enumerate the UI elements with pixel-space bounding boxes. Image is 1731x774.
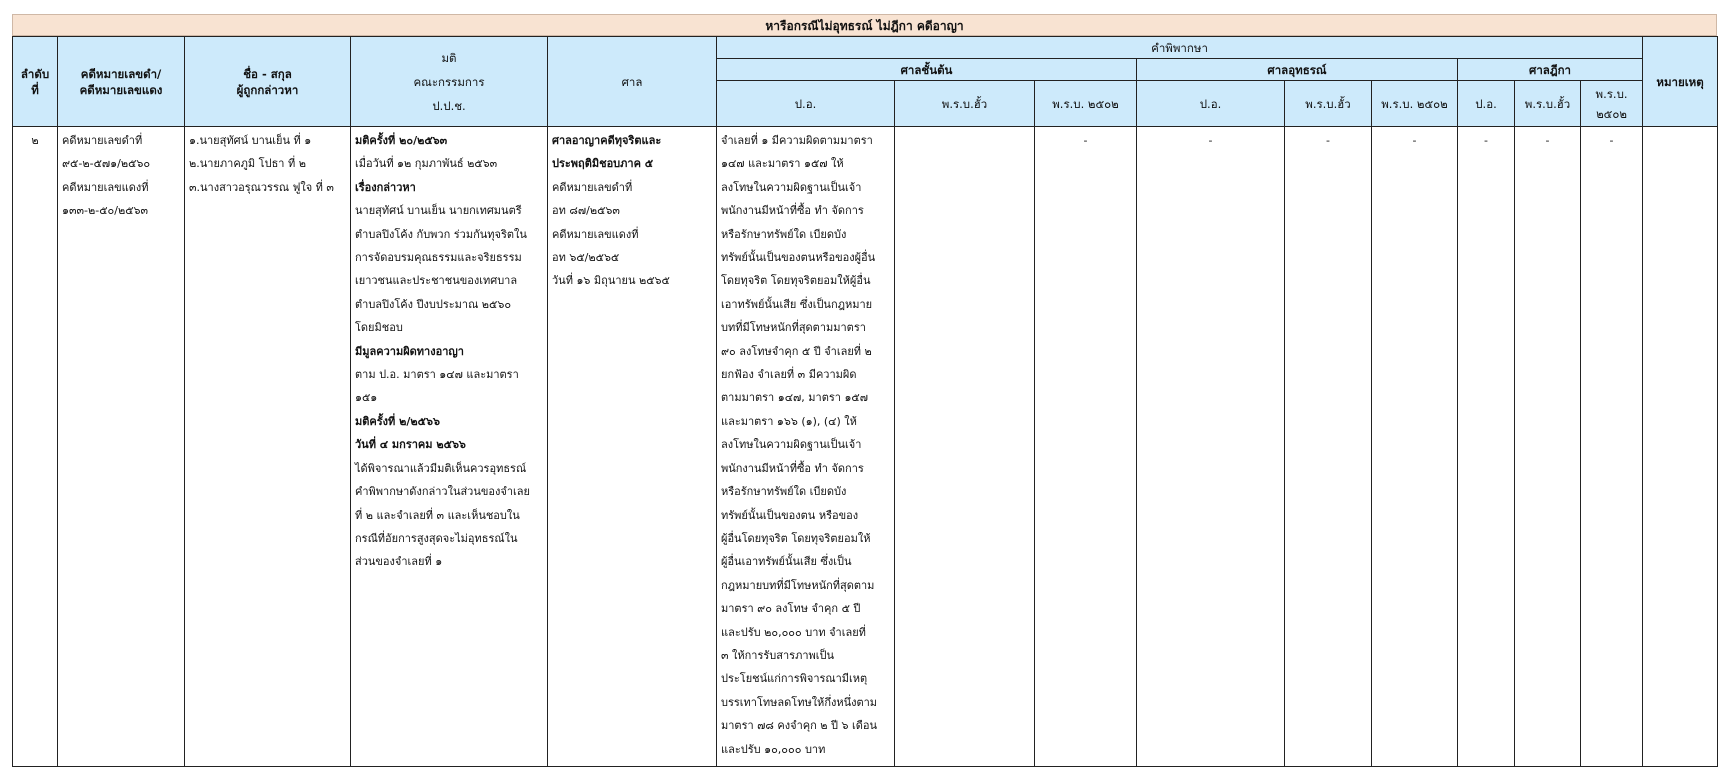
judgment-line: เอาทรัพย์นั้นเสีย ซึ่งเป็นกฎหมาย xyxy=(721,297,873,311)
name-line: ๓.นางสาวอรุณวรรณ ฟูใจ ที่ ๓ xyxy=(189,180,334,194)
judgment-line: จำเลยที่ ๑ มีความผิดตามมาตรา xyxy=(721,134,873,147)
judgment-line: ยกฟ้อง จำเลยที่ ๓ มีความผิด xyxy=(721,368,857,382)
cell-remark xyxy=(1643,127,1718,767)
resolution-line: เรื่องกล่าวหา xyxy=(355,180,416,194)
resolution-line: ได้พิจารณาแล้วมีมติเห็นควรอุทธรณ์ xyxy=(355,461,527,475)
judgment-line: บรรเทาโทษลดโทษให้กึ่งหนึ่งตาม xyxy=(721,695,878,709)
judgment-line: ๓ ให้การรับสารภาพเป็น xyxy=(721,648,835,662)
header-case-number: คดีหมายเลขดำ/ คดีหมายเลขแดง xyxy=(58,37,185,127)
case-table xyxy=(12,36,1718,767)
judgment-line: หรือรักษาทรัพย์ใด เบียดบัง xyxy=(721,227,847,241)
resolution-line: โดยมิชอบ xyxy=(355,321,403,335)
court-line: อท ๘๗/๒๕๖๓ xyxy=(552,204,620,218)
header-resolution: มติ คณะกรรมการ ป.ป.ช. xyxy=(351,37,548,127)
cell-court xyxy=(548,127,717,767)
header-first-prb2502: พ.ร.บ. ๒๕๐๒ xyxy=(1035,81,1137,127)
court-line: วันที่ ๑๖ มิถุนายน ๒๕๖๕ xyxy=(552,274,670,288)
name-line: ๑.นายสุทัศน์ บานเย็น ที่ ๑ xyxy=(189,134,312,147)
resolution-line: คำพิพากษาดังกล่าวในส่วนของจำเลย xyxy=(355,485,530,499)
header-accused-name: ชื่อ - สกุล ผู้ถูกกล่าวหา xyxy=(185,37,351,127)
header-supreme-prb2502: พ.ร.บ. ๒๕๐๒ xyxy=(1581,81,1643,127)
judgment-line: มาตรา ๗๘ คงจำคุก ๒ ปี ๖ เดือน xyxy=(721,719,878,733)
resolution-line: มติครั้งที่ ๒/๒๕๖๖ xyxy=(355,414,440,428)
judgment-line: ทรัพย์นั้นเป็นของตนหรือของผู้อื่น xyxy=(721,251,876,265)
header-first-court: ศาลชั้นต้น xyxy=(717,59,1137,81)
cell-supreme-prb2502: - xyxy=(1581,127,1643,767)
cell-resolution xyxy=(351,127,548,767)
resolution-line: มีมูลความผิดทางอาญา xyxy=(355,344,464,358)
cell-first-po xyxy=(717,127,895,767)
resolution-line: ตำบลปิงโค้ง กับพวก ร่วมกันทุจริตใน xyxy=(355,227,527,241)
header-first-po: ป.อ. xyxy=(717,81,895,127)
judgment-line: พนักงานมีหน้าที่ซื้อ ทำ จัดการ xyxy=(721,204,864,218)
judgment-line: ลงโทษในความผิดฐานเป็นเจ้า xyxy=(721,438,862,452)
resolution-line: กรณีที่อัยการสูงสุดจะไม่อุทธรณ์ใน xyxy=(355,531,518,545)
judgment-line: ตามมาตรา ๑๔๗, มาตรา ๑๕๗ xyxy=(721,391,869,405)
resolution-line: ที่ ๒ และจำเลยที่ ๓ และเห็นชอบใน xyxy=(355,508,520,522)
case-line: คดีหมายเลขดำที่ xyxy=(62,134,143,147)
judgment-line: ทรัพย์นั้นเป็นของตน หรือของ xyxy=(721,508,859,522)
document-page xyxy=(12,14,1717,767)
resolution-line: เยาวชนและประชาชนของเทศบาล xyxy=(355,274,518,288)
header-supreme-po: ป.อ. xyxy=(1458,81,1515,127)
header-appeal-prb2502: พ.ร.บ. ๒๕๐๒ xyxy=(1372,81,1458,127)
header-first-prb: พ.ร.บ.ฮั้ว xyxy=(895,81,1035,127)
resolution-line: วันที่ ๔ มกราคม ๒๕๖๖ xyxy=(355,438,466,452)
court-line: อท ๖๕/๒๕๖๕ xyxy=(552,251,620,265)
resolution-line: ๑๕๑ xyxy=(355,391,378,405)
cell-accused-name xyxy=(185,127,351,767)
header-appeal-prb: พ.ร.บ.ฮั้ว xyxy=(1285,81,1372,127)
court-line: คดีหมายเลขดำที่ xyxy=(552,180,633,194)
cell-no: ๒ xyxy=(13,127,58,767)
cell-appeal-prb: - xyxy=(1285,127,1372,767)
judgment-line: และปรับ ๒๐,๐๐๐ บาท จำเลยที่ xyxy=(721,625,866,639)
judgment-line: และปรับ ๑๐,๐๐๐ บาท xyxy=(721,742,826,756)
judgment-line: ลงโทษในความผิดฐานเป็นเจ้า xyxy=(721,180,862,194)
court-line: ศาลอาญาคดีทุจริตและ xyxy=(552,134,662,147)
judgment-line: กฎหมายบทที่มีโทษหนักที่สุดตาม xyxy=(721,578,875,592)
judgment-line: ผู้อื่นเอาทรัพย์นั้นเสีย ซึ่งเป็น xyxy=(721,555,852,569)
header-judgment: คำพิพากษา xyxy=(717,37,1643,59)
court-line: คดีหมายเลขแดงที่ xyxy=(552,227,639,241)
judgment-line: บทที่มีโทษหนักที่สุดตามมาตรา xyxy=(721,321,866,335)
cell-supreme-po: - xyxy=(1458,127,1515,767)
court-line: ประพฤติมิชอบภาค ๕ xyxy=(552,157,654,171)
header-supreme-prb: พ.ร.บ.ฮั้ว xyxy=(1515,81,1581,127)
cell-first-prb2502: - xyxy=(1035,127,1137,767)
cell-case-number xyxy=(58,127,185,767)
cell-supreme-prb: - xyxy=(1515,127,1581,767)
sheet-title: หารือกรณีไม่อุทธรณ์ ไม่ฎีกา คดีอาญา xyxy=(12,14,1717,36)
resolution-line: นายสุทัศน์ บานเย็น นายกเทศมนตรี xyxy=(355,204,522,218)
header-appeal-po: ป.อ. xyxy=(1137,81,1285,127)
resolution-line: มติครั้งที่ ๒๐/๒๕๖๓ xyxy=(355,134,448,147)
case-line: ๑๓๓-๒-๕๐/๒๕๖๓ xyxy=(62,204,149,218)
name-line: ๒.นายภาคภูมิ โปธา ที่ ๒ xyxy=(189,157,306,171)
judgment-line: ๑๔๗ และมาตรา ๑๕๗ ให้ xyxy=(721,157,844,171)
resolution-line: การจัดอบรมคุณธรรมและจริยธรรม xyxy=(355,251,522,265)
header-remark: หมายเหตุ xyxy=(1643,37,1718,127)
case-line: ๙๕-๒-๕๗๑/๒๕๖๐ xyxy=(62,157,151,171)
resolution-line: ตาม ป.อ. มาตรา ๑๔๗ และมาตรา xyxy=(355,368,519,382)
header-appeal-court: ศาลอุทธรณ์ xyxy=(1137,59,1458,81)
cell-first-prb xyxy=(895,127,1035,767)
judgment-line: ผู้อื่นโดยทุจริต โดยทุจริตยอมให้ xyxy=(721,531,871,545)
resolution-line: ตำบลปิงโค้ง ปีงบประมาณ ๒๕๖๐ xyxy=(355,297,512,311)
judgment-line: มาตรา ๙๐ ลงโทษ จำคุก ๕ ปี xyxy=(721,602,861,616)
judgment-line: และมาตรา ๑๖๖ (๑), (๔) ให้ xyxy=(721,414,857,428)
judgment-line: ประโยชน์แก่การพิจารณามีเหตุ xyxy=(721,672,868,686)
cell-appeal-prb2502: - xyxy=(1372,127,1458,767)
resolution-line: เมื่อวันที่ ๑๒ กุมภาพันธ์ ๒๕๖๓ xyxy=(355,157,498,171)
cell-appeal-po: - xyxy=(1137,127,1285,767)
case-line: คดีหมายเลขแดงที่ xyxy=(62,180,149,194)
header-supreme-court: ศาลฎีกา xyxy=(1458,59,1643,81)
judgment-line: หรือรักษาทรัพย์ใด เบียดบัง xyxy=(721,485,847,499)
table-row xyxy=(13,127,1718,767)
header-court: ศาล xyxy=(548,37,717,127)
judgment-line: ๙๐ ลงโทษจำคุก ๕ ปี จำเลยที่ ๒ xyxy=(721,344,872,358)
judgment-line: โดยทุจริต โดยทุจริตยอมให้ผู้อื่น xyxy=(721,274,871,288)
resolution-line: ส่วนของจำเลยที่ ๑ xyxy=(355,555,443,569)
judgment-line: พนักงานมีหน้าที่ซื้อ ทำ จัดการ xyxy=(721,461,864,475)
header-no: ลำดับ ที่ xyxy=(13,37,58,127)
